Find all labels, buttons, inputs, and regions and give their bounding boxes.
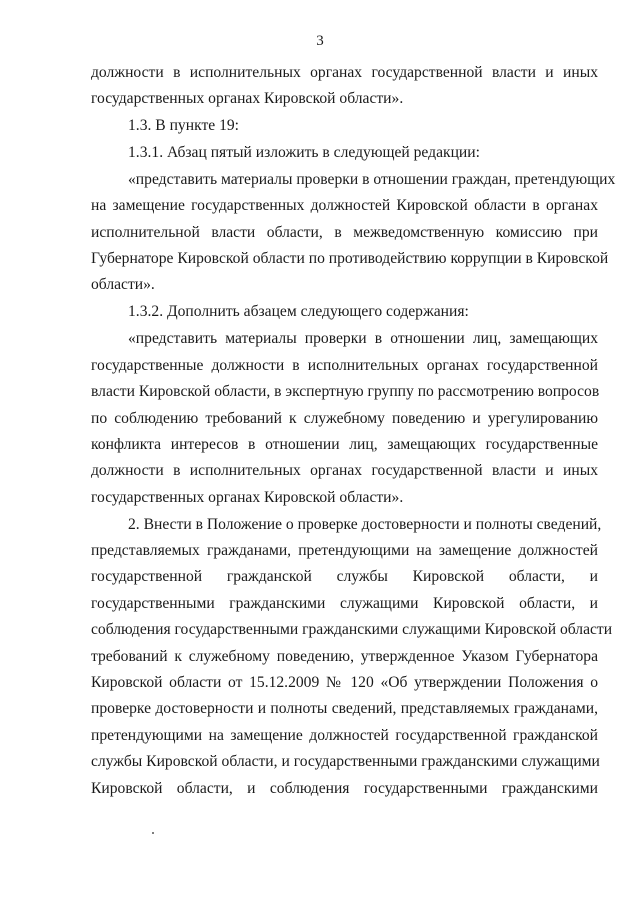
- text-line: должности в исполнительных органах государственной власти и иных: [91, 64, 598, 81]
- text-line: должности в исполнительных органах государственной власти и иных: [91, 462, 598, 479]
- text-line: «представить материалы проверки в отношении граждан, претендующих: [128, 171, 616, 188]
- text-line: 1.3. В пункте 19:: [128, 117, 240, 134]
- text-line: «представить материалы проверки в отношении лиц, замещающих: [128, 330, 598, 347]
- text-line: Кировской области, и соблюдения государственными гражданскими: [91, 780, 598, 797]
- text-line: исполнительной власти области, в межведомственную комиссию при: [91, 224, 598, 241]
- text-line: требований к служебному поведению, утвержденное Указом Губернатора: [91, 648, 598, 665]
- text-line: соблюдения государственными гражданскими служащими Кировской области: [91, 621, 613, 638]
- text-line: 1.3.2. Дополнить абзацем следующего содержания:: [128, 303, 469, 320]
- text-line: государственных органах Кировской области».: [91, 90, 404, 107]
- scan-speck: [152, 832, 154, 834]
- text-line: по соблюдению требований к служебному поведению и урегулированию: [91, 410, 598, 427]
- text-line: Губернаторе Кировской области по противодействию коррупции в Кировской: [91, 250, 609, 267]
- text-line: государственной гражданской службы Кировской области, и: [91, 568, 598, 585]
- text-line: претендующими на замещение должностей государственной гражданской: [91, 727, 598, 744]
- text-line: 2. Внести в Положение о проверке достоверности и полноты сведений,: [128, 516, 602, 533]
- text-line: области».: [91, 276, 155, 293]
- text-line: Кировской области от 15.12.2009 № 120 «Об утверждении Положения о: [91, 674, 598, 691]
- text-line: представляемых гражданами, претендующими на замещение должностей: [91, 542, 598, 559]
- text-line: государственные должности в исполнительных органах государственной: [91, 357, 598, 374]
- text-line: проверке достоверности и полноты сведений, представляемых гражданами,: [91, 700, 598, 717]
- page-number: 3: [316, 33, 324, 49]
- text-line: 1.3.1. Абзац пятый изложить в следующей редакции:: [128, 144, 480, 161]
- text-line: государственными гражданскими служащими Кировской области, и: [91, 595, 598, 612]
- text-line: власти Кировской области, в экспертную группу по рассмотрению вопросов: [91, 383, 600, 400]
- text-line: конфликта интересов в отношении лиц, замещающих государственные: [91, 436, 598, 453]
- text-line: службы Кировской области, и государственными гражданскими служащими: [91, 753, 600, 770]
- text-line: на замещение государственных должностей Кировской области в органах: [91, 197, 598, 214]
- text-line: государственных органах Кировской области».: [91, 489, 404, 506]
